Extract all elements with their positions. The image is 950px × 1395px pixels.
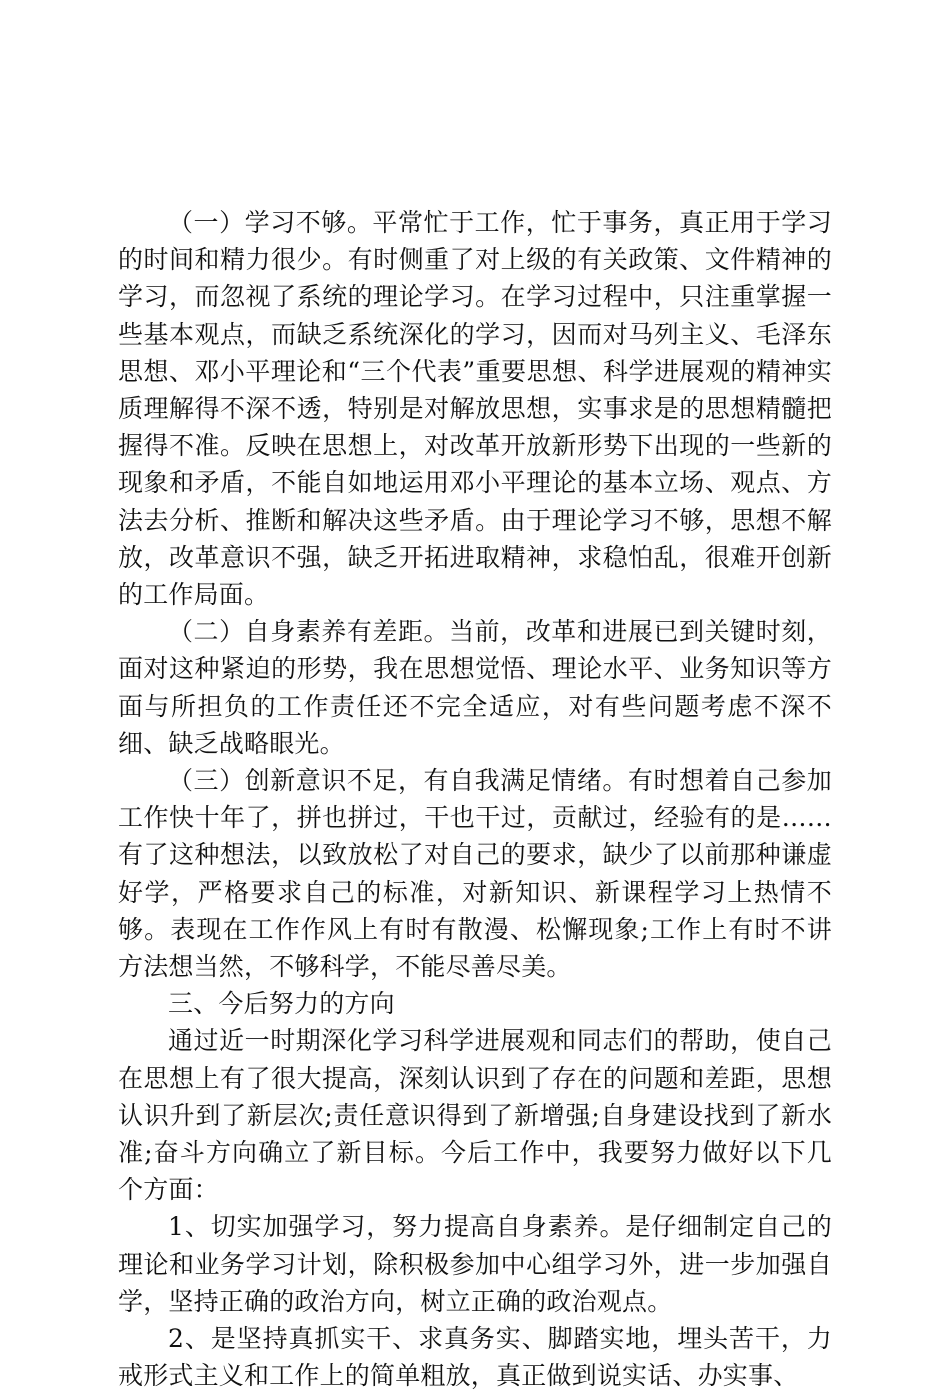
paragraph-study-insufficient: （一）学习不够。平常忙于工作，忙于事务，真正用于学习的时间和精力很少。有时侧重了对上级的有关政策、文件精神的学习，而忽视了系统的理论学习。在学习过程中，只注重掌握一些基本观点，而缺乏系统深化的学习，因而对马列主义、毛泽东思想、邓小平理论和“三个代表”重要思想、科学进展观的精神实质理解得不深不透，特别是对解放思想，实事求是的思想精髓把握得不准。反映在思想上，对改革开放新形势下出现的一些新的现象和矛盾，不能自如地运用邓小平理论的基本立场、观点、方法去分析、推断和解决这些矛盾。由于理论学习不够，思想不解放，改革意识不强，缺乏开拓进取精神，求稳怕乱，很难开创新的工作局面。 bbox=[118, 208, 832, 610]
paragraph-item-1: 1、切实加强学习，努力提高自身素养。是仔细制定自己的理论和业务学习计划，除积极参加中心组学习外，进一步加强自学，坚持正确的政治方向，树立正确的政治观点。 bbox=[118, 1212, 832, 1316]
document-body bbox=[118, 204, 832, 1395]
paragraph-future-intro: 通过近一时期深化学习科学进展观和同志们的帮助，使自己在思想上有了很大提高，深刻认识到了存在的问题和差距，思想认识升到了新层次;责任意识得到了新增强;自身建设找到了新水准;奋斗方向确立了新目标。今后工作中，我要努力做好以下几个方面： bbox=[118, 1026, 832, 1205]
section-heading-future-direction: 三、今后努力的方向 bbox=[168, 989, 395, 1019]
paragraph-innovation-insufficient: （三）创新意识不足，有自我满足情绪。有时想着自己参加工作快十年了，拼也拼过，干也干过，贡献过，经验有的是……有了这种想法，以致放松了对自己的要求，缺少了以前那种谦虚好学，严格要求自己的标准，对新知识、新课程学习上热情不够。表现在工作作风上有时有散漫、松懈现象;工作上有时不讲方法想当然，不够科学，不能尽善尽美。 bbox=[118, 766, 832, 982]
paragraph-item-2: 2、是坚持真抓实干、求真务实、脚踏实地，埋头苦干，力戒形式主义和工作上的简单粗放，真正做到说实话、办实事、 bbox=[118, 1324, 832, 1391]
paragraph-self-quality-gap: （二）自身素养有差距。当前，改革和进展已到关键时刻，面对这种紧迫的形势，我在思想觉悟、理论水平、业务知识等方面与所担负的工作责任还不完全适应，对有些问题考虑不深不细、缺乏战略眼光。 bbox=[118, 617, 832, 758]
